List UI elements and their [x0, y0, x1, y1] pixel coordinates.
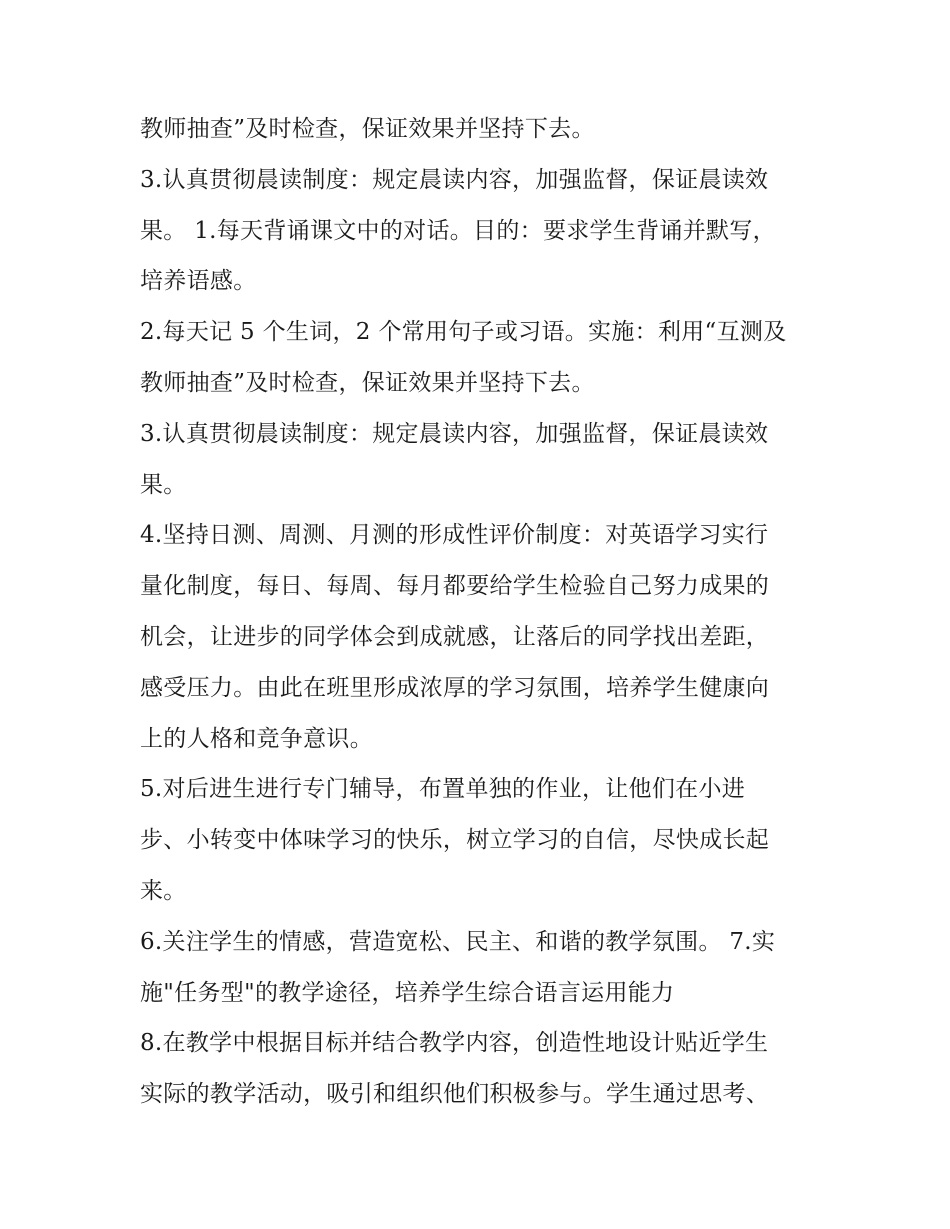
- text-line: 教师抽查”及时检查，保证效果并坚持下去。: [140, 116, 595, 142]
- text-line: 果。: [140, 471, 187, 498]
- text-line: 果。 1.每天背诵课文中的对话。目的：要求学生背诵并默写，: [140, 217, 776, 244]
- text-line: 机会，让进步的同学体会到成就感，让落后的同学找出差距，: [140, 623, 770, 650]
- text-line: 8.在教学中根据目标并结合教学内容，创造性地设计贴近学生: [140, 1030, 769, 1057]
- text-line: 5.对后进生进行专门辅导，布置单独的作业，让他们在小进: [140, 776, 746, 803]
- text-line: 施"任务型"的教学途径，培养学生综合语言运用能力: [140, 979, 675, 1006]
- text-line: 3.认真贯彻晨读制度：规定晨读内容，加强监督，保证晨读效: [140, 166, 769, 193]
- document-body: [140, 104, 830, 1120]
- text-line: 上的人格和竞争意识。: [140, 725, 373, 752]
- text-line: 3.认真贯彻晨读制度：规定晨读内容，加强监督，保证晨读效: [140, 420, 769, 447]
- text-line: 来。: [140, 877, 187, 904]
- text-line: 步、小转变中体味学习的快乐，树立学习的自信，尽快成长起: [140, 827, 770, 854]
- text-line: 2.每天记 5 个生词，2 个常用句子或习语。实施：利用“互测及: [140, 319, 787, 346]
- text-line: 量化制度，每日、每周、每月都要给学生检验自己努力成果的: [140, 573, 770, 600]
- text-line: 感受压力。由此在班里形成浓厚的学习氛围，培养学生健康向: [140, 674, 770, 701]
- text-line: 培养语感。: [140, 268, 257, 295]
- text-line: 6.关注学生的情感，营造宽松、民主、和谐的教学氛围。 7.实: [140, 928, 776, 955]
- text-line: 实际的教学活动，吸引和组织他们积极参与。学生通过思考、: [140, 1081, 770, 1108]
- text-line: 4.坚持日测、周测、月测的形成性评价制度：对英语学习实行: [140, 522, 769, 549]
- text-line: 教师抽查”及时检查，保证效果并坚持下去。: [140, 369, 595, 396]
